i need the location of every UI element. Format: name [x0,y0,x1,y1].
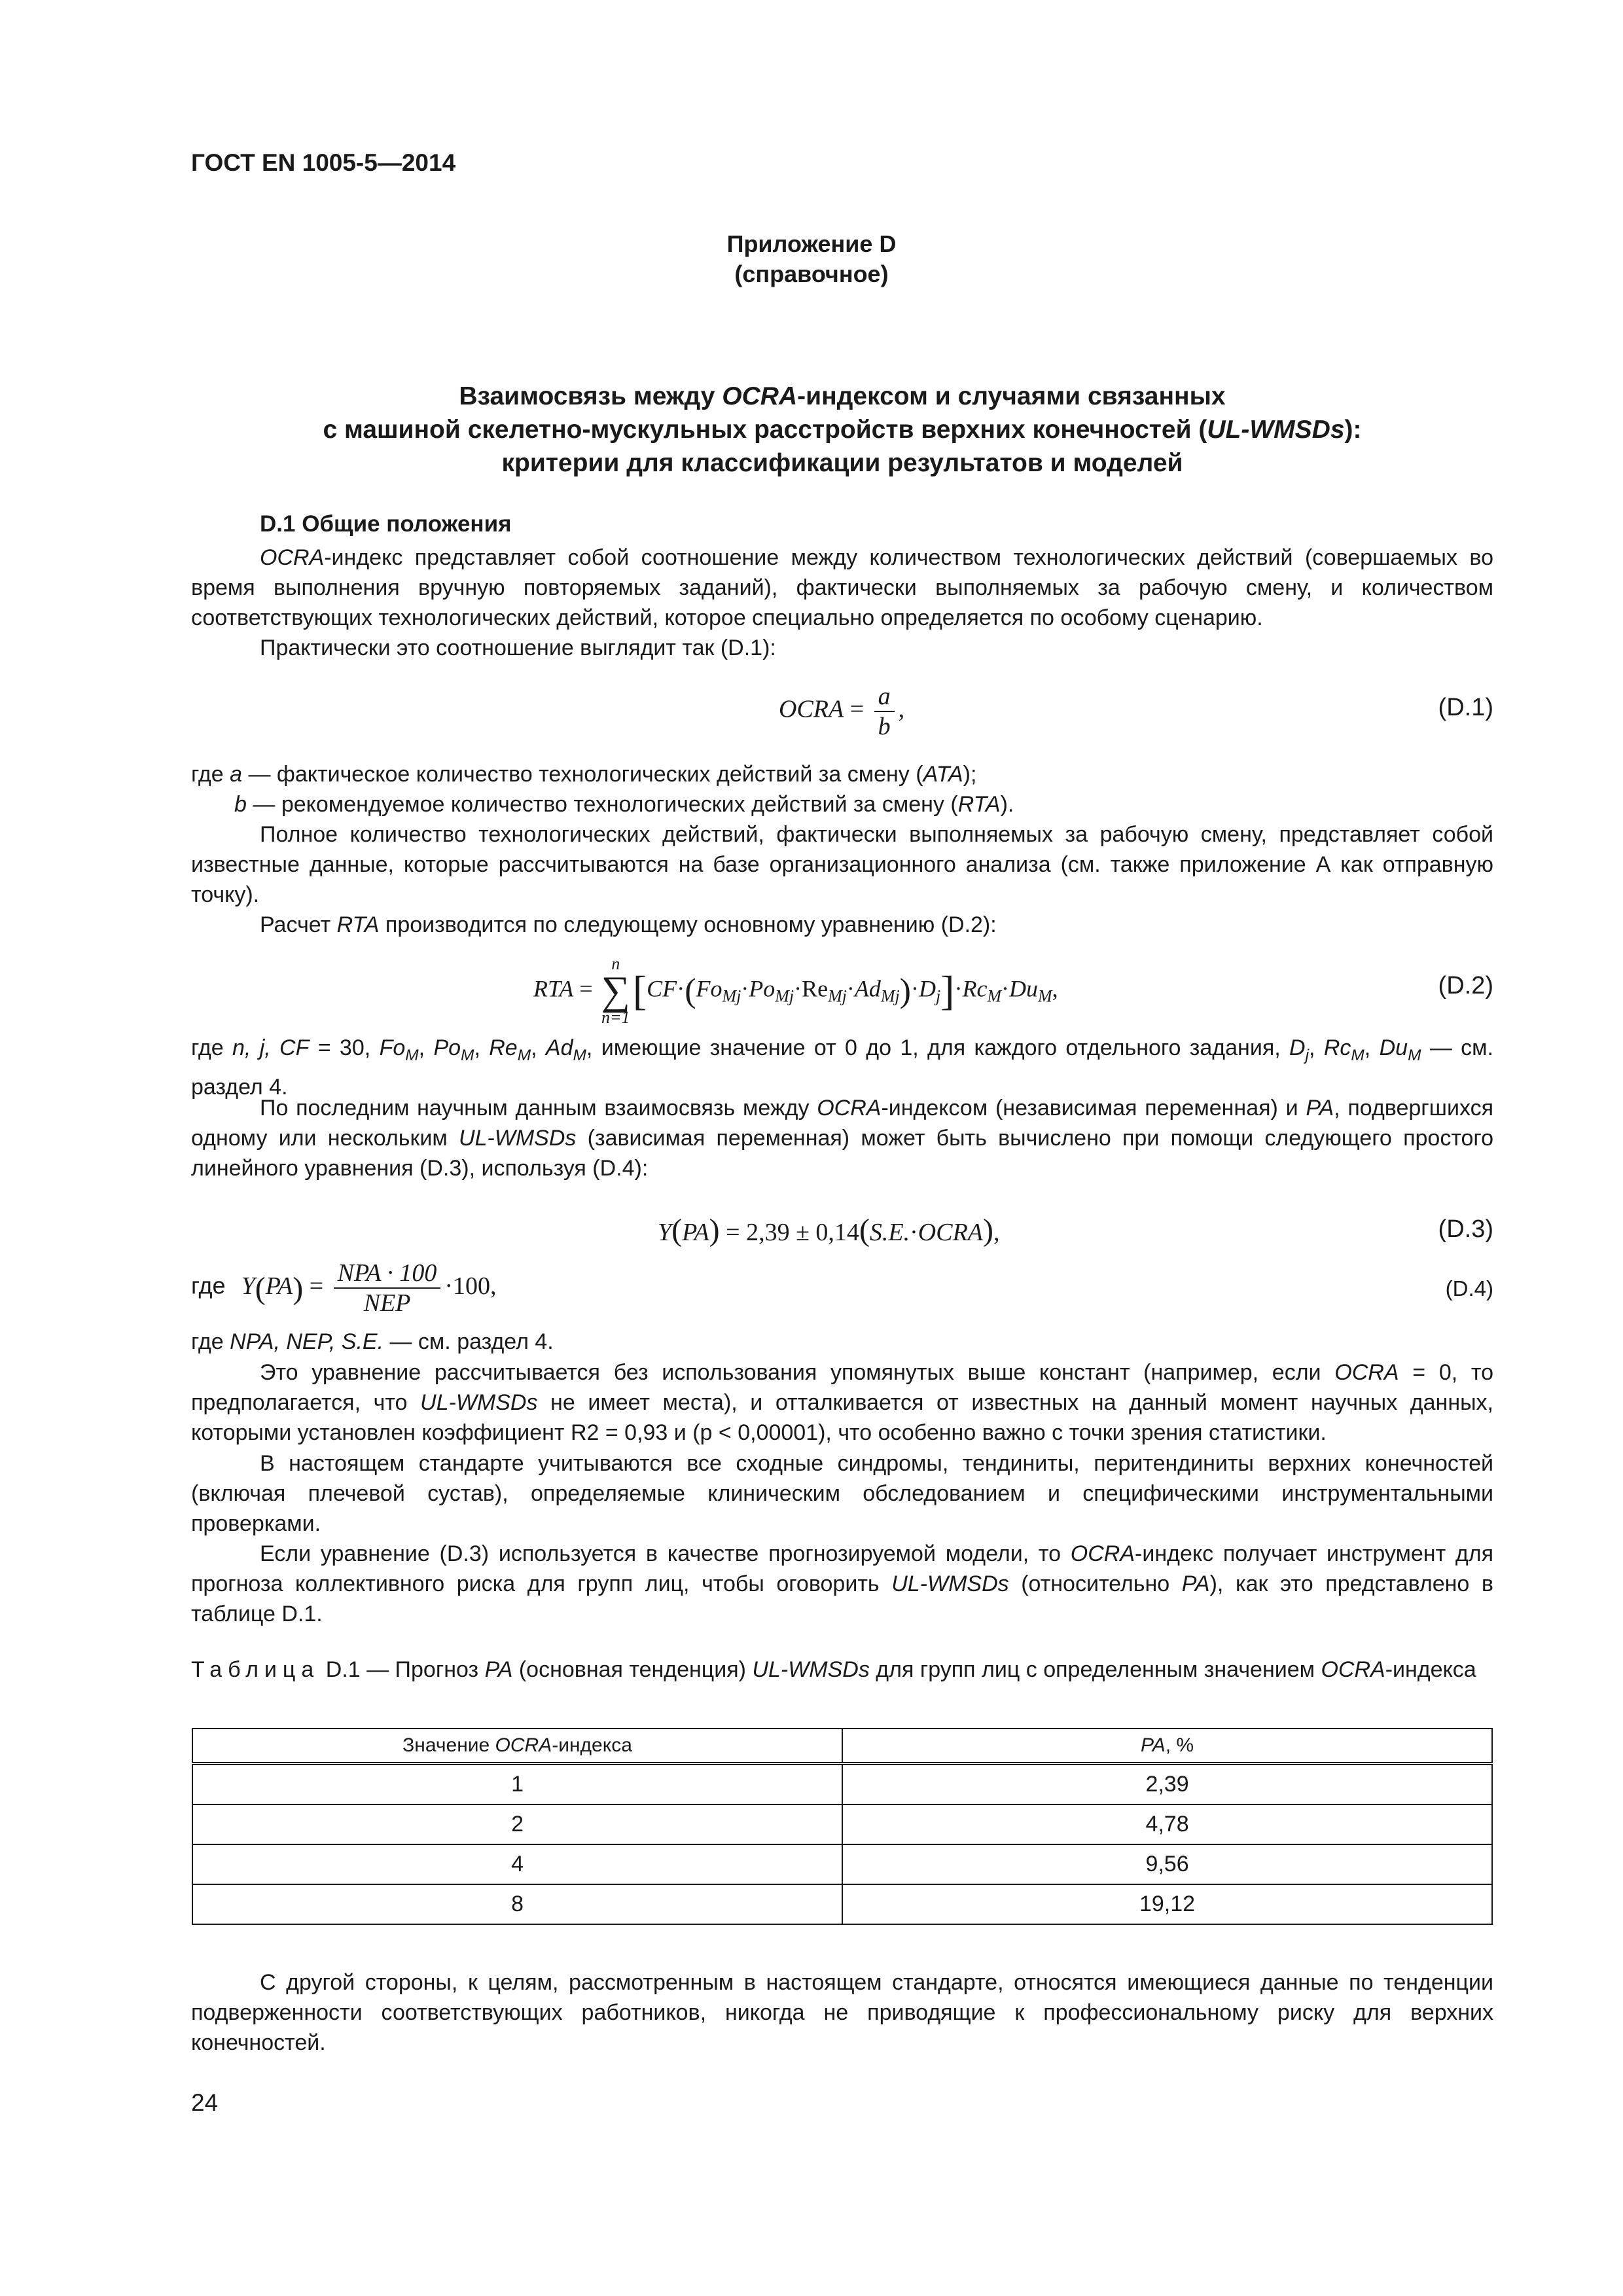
cell-pa: 4,78 [842,1804,1492,1844]
section-heading: D.1 Общие положения [260,511,512,537]
paragraph-1: OCRA-индекс представляет собой соотношение между количеством технологических действий (совершаемых во время выполнения вручную повторяемых заданий), фактически выполняемых за рабочую смену, и количеством соответствующих технологических действий, которое специально определяется по особому сценарию. [191,545,1493,630]
paragraph-6: Это уравнение рассчитывается без использования упомянутых выше констант (например, если OCRA = 0, то предполагается, что UL-WMSDs не имеет места), и отталкивается от известных на данный момент научных данных, которыми установлен коэффициент R2 = 0,93 и (р < 0,00001), что особенно важно с точки зрения статистики. [191,1360,1493,1445]
where-b: b — рекомендуемое количество технологических действий за смену (RTA). [234,792,1014,817]
where-a: где a — фактическое количество технологических действий за смену (ATA); [191,762,977,787]
header-ocra: Значение OCRA-индекса [192,1729,842,1764]
equation-d1: OCRA = $\frac{a}{b}$ , [779,683,905,740]
cell-pa: 19,12 [842,1884,1492,1924]
equation-d3: Y(PA) = 2,39 ± 0,14(S.E.·OCRA), [658,1213,1000,1247]
table-caption: Таблица D.1 — Прогноз PA (основная тенденция) UL-WMSDs для групп лиц с определенным значением OCRA-индекса [191,1657,1476,1682]
table-row [192,1804,1492,1844]
standard-header: ГОСТ EN 1005-5—2014 [191,149,456,176]
equation-number-d2: (D.2) [1438,972,1493,999]
fraction-npa-nep: $\frac{\text{NPA · 100}}{\text{NEP}}$ [334,1259,441,1318]
where-d2: где n, j, CF = 30, $Fo_M$, $Po_M$, $Re_M$, $Ad_M$, имеющие значение от 0 до 1, для каждого отдельного задания, $D_j$, $Rc_M$, $Du_M$ — см. раздел 4. [191,1035,1493,1100]
cell-ocra: 1 [192,1764,842,1805]
title-line-2: с машиной скелетно-мускульных расстройств верхних конечностей (UL-WMSDs): [323,416,1362,444]
equation-d2: RTA = n ∑ n=1 $[CF\cdot(Fo_{Mj}\cdot Po_{Mj}\cdot Re_{Mj}\cdot Ad_{Mj})\cdot D_j]\cdot Rc_M\cdot Du_M$, [533,954,1058,1027]
data-table [192,1728,1493,1925]
paragraph-9: С другой стороны, к целям, рассмотренным в настоящем стандарте, относятся имеющиеся данные по тенденции подверженности соответствующих работников, никогда не приводящие к профессиональному риску для верхних конечностей. [191,1970,1493,2055]
table-row [192,1764,1492,1805]
paragraph-3: Полное количество технологических действий, фактически выполняемых за рабочую смену, представляет собой известные данные, которые рассчитываются на базе организационного анализа (см. также приложение А как отправную точку). [191,822,1493,907]
table-row [192,1884,1492,1924]
paragraph-4: Расчет RTA производится по следующему основному уравнению (D.2): [260,912,997,937]
equation-number-d1: (D.1) [1438,694,1493,721]
title-line-3: критерии для классификации результатов и моделей [501,449,1183,477]
cell-ocra: 8 [192,1884,842,1924]
summation: n ∑ n=1 [601,954,630,1027]
cell-ocra: 4 [192,1844,842,1884]
annex-status: (справочное) [734,260,889,287]
equation-d4: где Y(PA) = $\frac{\text{NPA · 100}}{\text{NEP}}$ ·100, [191,1259,497,1317]
paragraph-7: В настоящем стандарте учитываются все сходные синдромы, тендиниты, перитендиниты верхних конечностей (включая плечевой сустав), определяемые клиническим обследованием и специфическими инструментальными проверками. [191,1451,1493,1536]
equation-number-d4: (D.4) [1445,1276,1493,1300]
fraction-a-b: $\frac{a}{b}$ [874,682,895,741]
header-pa: PA, % [842,1729,1492,1764]
cell-pa: 2,39 [842,1764,1492,1805]
annex-title: Приложение D [726,230,897,257]
cell-pa: 9,56 [842,1844,1492,1884]
document-title [191,380,1493,480]
paragraph-2: Практически это соотношение выглядит так (D.1): [260,636,776,660]
paragraph-5: По последним научным данным взаимосвязь между OCRA-индексом (независимая переменная) и PA, подвергшихся одному или нескольким UL-WMSDs (зависимая переменная) может быть вычислено при помощи следующего простого линейного уравнения (D.3), используя (D.4): [191,1096,1493,1181]
where-d4: где NPA, NEP, S.E. — см. раздел 4. [191,1329,554,1354]
page-number: 24 [191,2089,219,2116]
equation-number-d3: (D.3) [1438,1215,1493,1243]
table-row [192,1844,1492,1884]
paragraph-8: Если уравнение (D.3) используется в качестве прогнозируемой модели, то OCRA-индекс получает инструмент для прогноза коллективного риска для групп лиц, чтобы оговорить UL-WMSDs (относительно PA), как это представлено в таблице D.1. [191,1541,1494,1626]
cell-ocra: 2 [192,1804,842,1844]
title-line-1: Взаимосвязь между OCRA-индексом и случаями связанных [459,382,1226,410]
table-header-row [192,1729,1492,1764]
